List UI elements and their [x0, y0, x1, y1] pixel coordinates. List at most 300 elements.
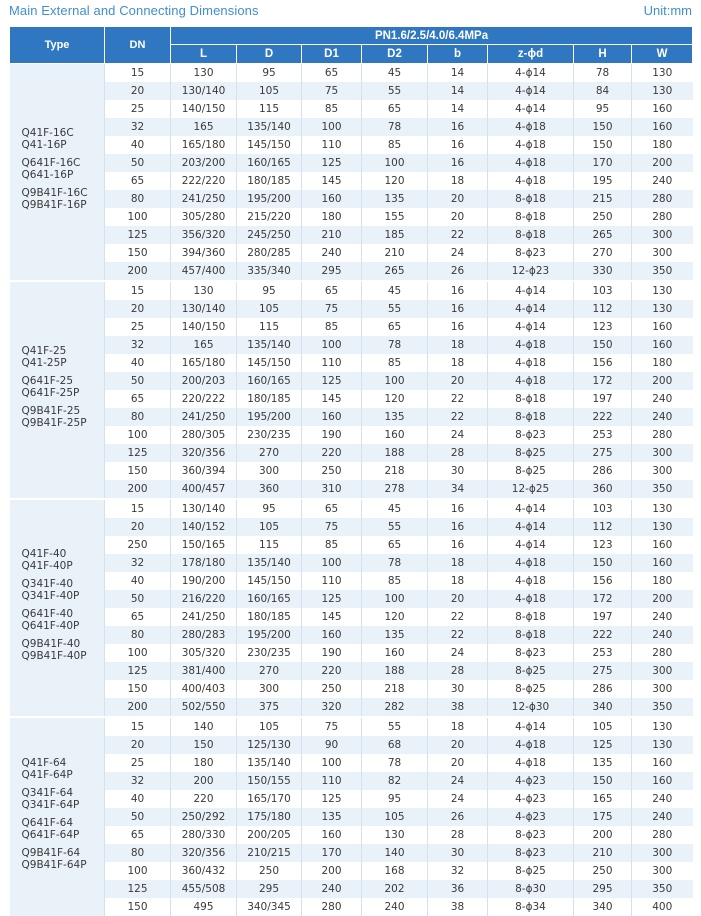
table-row [10, 736, 693, 754]
cell-h: 172 [574, 372, 632, 390]
cell-bolt-holes: 4-ϕ23 [488, 808, 574, 826]
table-row [10, 300, 693, 318]
model-name: Q41F-64 [22, 757, 105, 769]
cell-dn: 100 [105, 644, 171, 662]
column-header-w: W [632, 45, 693, 64]
table-row [10, 608, 693, 626]
cell-b: 22 [428, 226, 488, 244]
table-row [10, 262, 693, 281]
cell-l: 180 [171, 754, 237, 772]
cell-dn: 100 [105, 862, 171, 880]
cell-bolt-holes: 8-ϕ34 [488, 898, 574, 916]
cell-bolt-holes: 4-ϕ14 [488, 100, 574, 118]
cell-l: 165 [171, 336, 237, 354]
cell-d: 165/170 [237, 790, 302, 808]
cell-d: 300 [237, 680, 302, 698]
cell-w: 160 [632, 754, 693, 772]
table-row [10, 754, 693, 772]
cell-b: 20 [428, 590, 488, 608]
cell-b: 24 [428, 644, 488, 662]
cell-b: 22 [428, 408, 488, 426]
cell-dn: 80 [105, 190, 171, 208]
model-group [22, 578, 105, 602]
cell-d1: 170 [302, 844, 362, 862]
cell-b: 14 [428, 100, 488, 118]
cell-dn: 200 [105, 480, 171, 499]
cell-h: 125 [574, 736, 632, 754]
cell-d2: 65 [362, 100, 428, 118]
cell-d1: 190 [302, 426, 362, 444]
cell-dn: 25 [105, 318, 171, 336]
cell-l: 165 [171, 118, 237, 136]
cell-bolt-holes: 4-ϕ14 [488, 318, 574, 336]
cell-w: 240 [632, 608, 693, 626]
cell-d2: 82 [362, 772, 428, 790]
cell-d2: 240 [362, 898, 428, 916]
cell-w: 240 [632, 172, 693, 190]
cell-d1: 85 [302, 318, 362, 336]
cell-b: 20 [428, 208, 488, 226]
cell-d2: 155 [362, 208, 428, 226]
cell-l: 165/180 [171, 136, 237, 154]
cell-b: 16 [428, 300, 488, 318]
cell-b: 20 [428, 736, 488, 754]
cell-bolt-holes: 8-ϕ25 [488, 462, 574, 480]
cell-b: 34 [428, 480, 488, 499]
cell-l: 400/403 [171, 680, 237, 698]
cell-dn: 15 [105, 499, 171, 518]
cell-w: 200 [632, 154, 693, 172]
model-name: Q9B41F-16C [22, 187, 105, 199]
cell-bolt-holes: 12-ϕ25 [488, 480, 574, 499]
cell-h: 286 [574, 462, 632, 480]
cell-d2: 55 [362, 300, 428, 318]
table-row [10, 444, 693, 462]
cell-l: 140/150 [171, 318, 237, 336]
cell-w: 240 [632, 390, 693, 408]
model-name: Q641F-25 [22, 375, 105, 387]
cell-d1: 75 [302, 518, 362, 536]
cell-d: 295 [237, 880, 302, 898]
model-group [22, 817, 105, 841]
cell-d2: 65 [362, 536, 428, 554]
model-name: Q41F-64P [22, 769, 105, 781]
cell-l: 360/394 [171, 462, 237, 480]
table-row [10, 680, 693, 698]
cell-h: 210 [574, 844, 632, 862]
model-name: Q41F-40P [22, 560, 105, 572]
table-row [10, 536, 693, 554]
cell-b: 14 [428, 64, 488, 83]
cell-b: 22 [428, 390, 488, 408]
cell-dn: 100 [105, 208, 171, 226]
cell-dn: 40 [105, 136, 171, 154]
cell-w: 200 [632, 372, 693, 390]
cell-w: 130 [632, 518, 693, 536]
cell-d: 360 [237, 480, 302, 499]
cell-d2: 45 [362, 64, 428, 83]
cell-b: 18 [428, 354, 488, 372]
cell-d: 195/200 [237, 190, 302, 208]
cell-b: 16 [428, 318, 488, 336]
cell-d: 105 [237, 82, 302, 100]
table-body [10, 64, 693, 916]
cell-d2: 185 [362, 226, 428, 244]
cell-bolt-holes: 8-ϕ18 [488, 408, 574, 426]
table-row [10, 408, 693, 426]
cell-d2: 282 [362, 698, 428, 717]
cell-dn: 25 [105, 100, 171, 118]
table-row [10, 480, 693, 499]
cell-d1: 85 [302, 536, 362, 554]
cell-h: 250 [574, 208, 632, 226]
model-name: Q41-25P [22, 357, 105, 369]
cell-d2: 55 [362, 717, 428, 736]
cell-w: 280 [632, 208, 693, 226]
cell-l: 165/180 [171, 354, 237, 372]
cell-w: 300 [632, 862, 693, 880]
cell-l: 356/320 [171, 226, 237, 244]
cell-h: 200 [574, 826, 632, 844]
column-header-d1: D1 [302, 45, 362, 64]
table-row [10, 336, 693, 354]
cell-d1: 180 [302, 208, 362, 226]
cell-h: 112 [574, 518, 632, 536]
model-name: Q41F-40 [22, 548, 105, 560]
cell-w: 160 [632, 318, 693, 336]
cell-w: 180 [632, 136, 693, 154]
cell-b: 20 [428, 372, 488, 390]
cell-b: 16 [428, 281, 488, 300]
table-row [10, 590, 693, 608]
cell-b: 28 [428, 444, 488, 462]
cell-w: 130 [632, 64, 693, 83]
cell-l: 495 [171, 898, 237, 916]
cell-d2: 168 [362, 862, 428, 880]
cell-d: 105 [237, 300, 302, 318]
cell-b: 24 [428, 790, 488, 808]
type-cell [10, 499, 105, 717]
cell-d1: 75 [302, 300, 362, 318]
cell-bolt-holes: 4-ϕ14 [488, 499, 574, 518]
column-header-l: L [171, 45, 237, 64]
cell-w: 160 [632, 100, 693, 118]
model-name: Q9B41F-25 [22, 405, 105, 417]
cell-d2: 188 [362, 662, 428, 680]
cell-d: 135/140 [237, 554, 302, 572]
cell-b: 18 [428, 172, 488, 190]
cell-d2: 100 [362, 372, 428, 390]
cell-d1: 295 [302, 262, 362, 281]
cell-d: 270 [237, 662, 302, 680]
table-row [10, 554, 693, 572]
table-row [10, 154, 693, 172]
cell-bolt-holes: 4-ϕ14 [488, 717, 574, 736]
cell-b: 30 [428, 844, 488, 862]
cell-d: 270 [237, 444, 302, 462]
cell-d1: 220 [302, 444, 362, 462]
cell-bolt-holes: 8-ϕ18 [488, 608, 574, 626]
cell-l: 220 [171, 790, 237, 808]
cell-w: 300 [632, 226, 693, 244]
model-name: Q9B41F-25P [22, 417, 105, 429]
cell-b: 22 [428, 626, 488, 644]
cell-h: 123 [574, 318, 632, 336]
cell-h: 105 [574, 717, 632, 736]
cell-dn: 50 [105, 372, 171, 390]
cell-h: 103 [574, 499, 632, 518]
cell-w: 350 [632, 480, 693, 499]
cell-l: 200/203 [171, 372, 237, 390]
cell-dn: 20 [105, 82, 171, 100]
cell-d2: 210 [362, 244, 428, 262]
cell-dn: 125 [105, 444, 171, 462]
table-row [10, 118, 693, 136]
cell-d: 215/220 [237, 208, 302, 226]
cell-w: 240 [632, 808, 693, 826]
cell-d: 105 [237, 717, 302, 736]
cell-h: 112 [574, 300, 632, 318]
cell-d: 95 [237, 64, 302, 83]
cell-w: 130 [632, 300, 693, 318]
cell-h: 150 [574, 554, 632, 572]
cell-bolt-holes: 8-ϕ18 [488, 190, 574, 208]
cell-d: 135/140 [237, 754, 302, 772]
cell-d2: 218 [362, 680, 428, 698]
cell-w: 130 [632, 82, 693, 100]
cell-b: 22 [428, 608, 488, 626]
cell-b: 24 [428, 426, 488, 444]
cell-d: 195/200 [237, 626, 302, 644]
cell-bolt-holes: 4-ϕ23 [488, 772, 574, 790]
cell-d2: 202 [362, 880, 428, 898]
cell-d: 230/235 [237, 644, 302, 662]
cell-d: 375 [237, 698, 302, 717]
cell-bolt-holes: 8-ϕ30 [488, 880, 574, 898]
cell-bolt-holes: 4-ϕ18 [488, 736, 574, 754]
model-name: Q641F-64P [22, 829, 105, 841]
cell-bolt-holes: 4-ϕ18 [488, 372, 574, 390]
cell-d1: 210 [302, 226, 362, 244]
table-row [10, 136, 693, 154]
model-name: Q641F-40 [22, 608, 105, 620]
cell-h: 270 [574, 244, 632, 262]
cell-d2: 135 [362, 190, 428, 208]
model-name: Q341F-64P [22, 799, 105, 811]
cell-d1: 75 [302, 717, 362, 736]
cell-bolt-holes: 4-ϕ18 [488, 154, 574, 172]
cell-d: 160/165 [237, 154, 302, 172]
cell-h: 197 [574, 390, 632, 408]
cell-h: 340 [574, 698, 632, 717]
model-name: Q9B41F-64 [22, 847, 105, 859]
table-row [10, 790, 693, 808]
cell-d: 115 [237, 100, 302, 118]
cell-d1: 160 [302, 826, 362, 844]
cell-d: 180/185 [237, 608, 302, 626]
table-row [10, 372, 693, 390]
cell-dn: 150 [105, 244, 171, 262]
cell-l: 320/356 [171, 444, 237, 462]
cell-l: 130 [171, 64, 237, 83]
cell-d: 160/165 [237, 590, 302, 608]
cell-h: 84 [574, 82, 632, 100]
column-header-b: b [428, 45, 488, 64]
cell-h: 286 [574, 680, 632, 698]
cell-d1: 190 [302, 644, 362, 662]
cell-l: 150 [171, 736, 237, 754]
cell-dn: 40 [105, 790, 171, 808]
model-name: Q641-16P [22, 169, 105, 181]
model-group [22, 787, 105, 811]
cell-d1: 100 [302, 118, 362, 136]
cell-d1: 240 [302, 244, 362, 262]
cell-dn: 125 [105, 226, 171, 244]
cell-d1: 310 [302, 480, 362, 499]
cell-bolt-holes: 4-ϕ14 [488, 518, 574, 536]
cell-b: 20 [428, 190, 488, 208]
cell-d1: 160 [302, 626, 362, 644]
model-group [22, 345, 105, 369]
cell-dn: 32 [105, 772, 171, 790]
cell-dn: 150 [105, 680, 171, 698]
cell-d: 300 [237, 462, 302, 480]
model-group [22, 375, 105, 399]
table-row [10, 662, 693, 680]
cell-d: 245/250 [237, 226, 302, 244]
cell-w: 160 [632, 772, 693, 790]
cell-bolt-holes: 8-ϕ23 [488, 844, 574, 862]
cell-dn: 125 [105, 880, 171, 898]
table-row [10, 499, 693, 518]
cell-w: 350 [632, 880, 693, 898]
cell-h: 175 [574, 808, 632, 826]
cell-bolt-holes: 4-ϕ18 [488, 754, 574, 772]
column-header-d: D [237, 45, 302, 64]
model-group [22, 638, 105, 662]
cell-l: 216/220 [171, 590, 237, 608]
cell-d1: 125 [302, 372, 362, 390]
cell-d1: 200 [302, 862, 362, 880]
cell-w: 130 [632, 717, 693, 736]
model-name: Q641F-40P [22, 620, 105, 632]
type-cell [10, 64, 105, 282]
column-header-d2: D2 [362, 45, 428, 64]
cell-l: 280/283 [171, 626, 237, 644]
cell-w: 240 [632, 790, 693, 808]
cell-b: 28 [428, 826, 488, 844]
cell-d1: 100 [302, 554, 362, 572]
cell-h: 340 [574, 898, 632, 916]
cell-d: 180/185 [237, 172, 302, 190]
cell-d: 145/150 [237, 354, 302, 372]
cell-d: 105 [237, 518, 302, 536]
cell-d2: 100 [362, 590, 428, 608]
cell-d1: 100 [302, 336, 362, 354]
column-header-type: Type [10, 27, 105, 64]
cell-bolt-holes: 8-ϕ25 [488, 444, 574, 462]
cell-b: 38 [428, 698, 488, 717]
cell-d1: 320 [302, 698, 362, 717]
table-row [10, 772, 693, 790]
table-row [10, 518, 693, 536]
cell-dn: 25 [105, 754, 171, 772]
cell-bolt-holes: 12-ϕ30 [488, 698, 574, 717]
cell-bolt-holes: 4-ϕ14 [488, 300, 574, 318]
cell-l: 280/305 [171, 426, 237, 444]
cell-d2: 105 [362, 808, 428, 826]
cell-w: 200 [632, 590, 693, 608]
model-name: Q341F-40 [22, 578, 105, 590]
cell-dn: 80 [105, 626, 171, 644]
cell-d2: 85 [362, 354, 428, 372]
table-row [10, 844, 693, 862]
cell-l: 241/250 [171, 408, 237, 426]
table-row [10, 880, 693, 898]
cell-dn: 50 [105, 590, 171, 608]
cell-h: 150 [574, 136, 632, 154]
cell-d: 210/215 [237, 844, 302, 862]
cell-w: 350 [632, 262, 693, 281]
cell-bolt-holes: 8-ϕ23 [488, 426, 574, 444]
cell-d1: 145 [302, 390, 362, 408]
model-name: Q9B41F-40P [22, 650, 105, 662]
cell-l: 400/457 [171, 480, 237, 499]
cell-d2: 45 [362, 499, 428, 518]
cell-w: 160 [632, 536, 693, 554]
cell-h: 103 [574, 281, 632, 300]
cell-h: 150 [574, 336, 632, 354]
cell-bolt-holes: 4-ϕ18 [488, 172, 574, 190]
title-bar [0, 0, 701, 22]
cell-l: 130/140 [171, 499, 237, 518]
cell-d1: 135 [302, 808, 362, 826]
type-cell [10, 717, 105, 916]
cell-d: 180/185 [237, 390, 302, 408]
cell-d: 335/340 [237, 262, 302, 281]
cell-d1: 110 [302, 136, 362, 154]
type-cell [10, 281, 105, 499]
column-header-pressure: PN1.6/2.5/4.0/6.4MPa [171, 27, 693, 45]
unit-label: Unit:mm [644, 3, 692, 18]
cell-bolt-holes: 4-ϕ23 [488, 790, 574, 808]
cell-dn: 20 [105, 518, 171, 536]
cell-bolt-holes: 4-ϕ18 [488, 554, 574, 572]
cell-d1: 145 [302, 608, 362, 626]
cell-w: 130 [632, 499, 693, 518]
cell-d1: 145 [302, 172, 362, 190]
cell-d1: 75 [302, 82, 362, 100]
cell-l: 250/292 [171, 808, 237, 826]
cell-d: 145/150 [237, 136, 302, 154]
model-name: Q41-16P [22, 139, 105, 151]
cell-bolt-holes: 8-ϕ23 [488, 244, 574, 262]
cell-b: 26 [428, 262, 488, 281]
cell-w: 300 [632, 844, 693, 862]
cell-h: 330 [574, 262, 632, 281]
cell-bolt-holes: 4-ϕ14 [488, 281, 574, 300]
cell-d: 145/150 [237, 572, 302, 590]
cell-l: 200 [171, 772, 237, 790]
cell-h: 172 [574, 590, 632, 608]
cell-bolt-holes: 4-ϕ14 [488, 64, 574, 83]
cell-dn: 50 [105, 808, 171, 826]
cell-d1: 65 [302, 281, 362, 300]
model-group [22, 757, 105, 781]
cell-b: 30 [428, 680, 488, 698]
cell-l: 140 [171, 717, 237, 736]
cell-d1: 160 [302, 190, 362, 208]
